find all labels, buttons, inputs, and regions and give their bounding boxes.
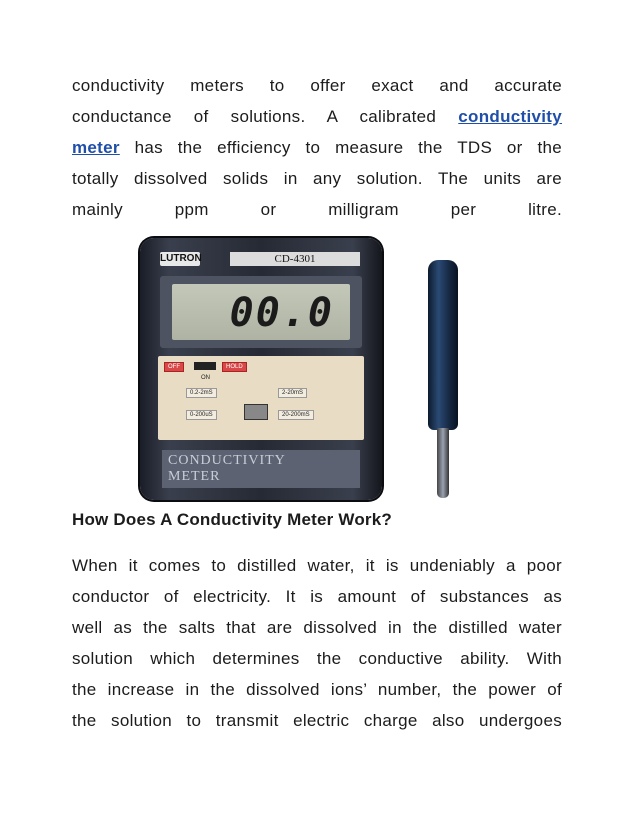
section-heading: How Does A Conductivity Meter Work?	[72, 510, 392, 529]
probe-body	[428, 260, 458, 430]
meter-name-plate	[162, 450, 360, 488]
lcd-value: 00.0	[229, 290, 334, 336]
plate-line: CONDUCTIVITY	[168, 453, 286, 468]
paragraph-line: the solution to transmit electric charge also undergoes	[72, 711, 562, 730]
paragraph-line: When it comes to distilled water, it is undeniably a poor	[72, 556, 562, 575]
lcd-frame	[160, 276, 362, 348]
conductivity-probe	[428, 260, 458, 498]
range-label: 20-200mS	[278, 410, 314, 420]
hold-label: HOLD	[222, 362, 247, 372]
range-label: 0.2-2mS	[186, 388, 217, 398]
conductivity-meter-link[interactable]: conductivity	[458, 107, 562, 126]
range-label: 2-20mS	[278, 388, 307, 398]
range-label: 0-200uS	[186, 410, 217, 420]
paragraph-line: conductivity meters to offer exact and accurate	[72, 76, 562, 95]
lcd-display	[172, 284, 350, 340]
off-label: OFF	[164, 362, 184, 372]
plate-line: METER	[168, 469, 221, 484]
paragraph-line: mainly ppm or milligram per litre.	[72, 200, 562, 219]
range-selector-knob	[244, 404, 268, 420]
meter-device	[140, 238, 382, 500]
brand-logo: LUTRON	[160, 253, 202, 264]
intro-paragraph	[72, 70, 562, 225]
paragraph-line: conductor of electricity. It is amount of substances as	[72, 587, 562, 606]
paragraph-line: solution which determines the conductive ability. With	[72, 649, 562, 668]
power-switch	[194, 362, 216, 370]
line-text: conductance of solutions. A calibrated	[72, 107, 459, 126]
control-panel	[158, 356, 364, 440]
paragraph-line: totally dissolved solids in any solution. The units are	[72, 169, 562, 188]
line-text: has the efficiency to measure the TDS or the	[119, 138, 562, 157]
paragraph-line: well as the salts that are dissolved in the distilled water	[72, 618, 562, 637]
paragraph-line: the increase in the dissolved ions’ number, the power of	[72, 680, 562, 699]
conductivity-meter-image	[110, 230, 540, 502]
body-paragraph	[72, 550, 562, 736]
paragraph-line	[72, 101, 562, 132]
meter-link[interactable]: meter	[72, 138, 120, 157]
probe-tip	[437, 428, 449, 498]
model-label: CD-4301	[230, 252, 360, 266]
on-label: ON	[201, 375, 210, 381]
paragraph-line	[72, 132, 562, 163]
